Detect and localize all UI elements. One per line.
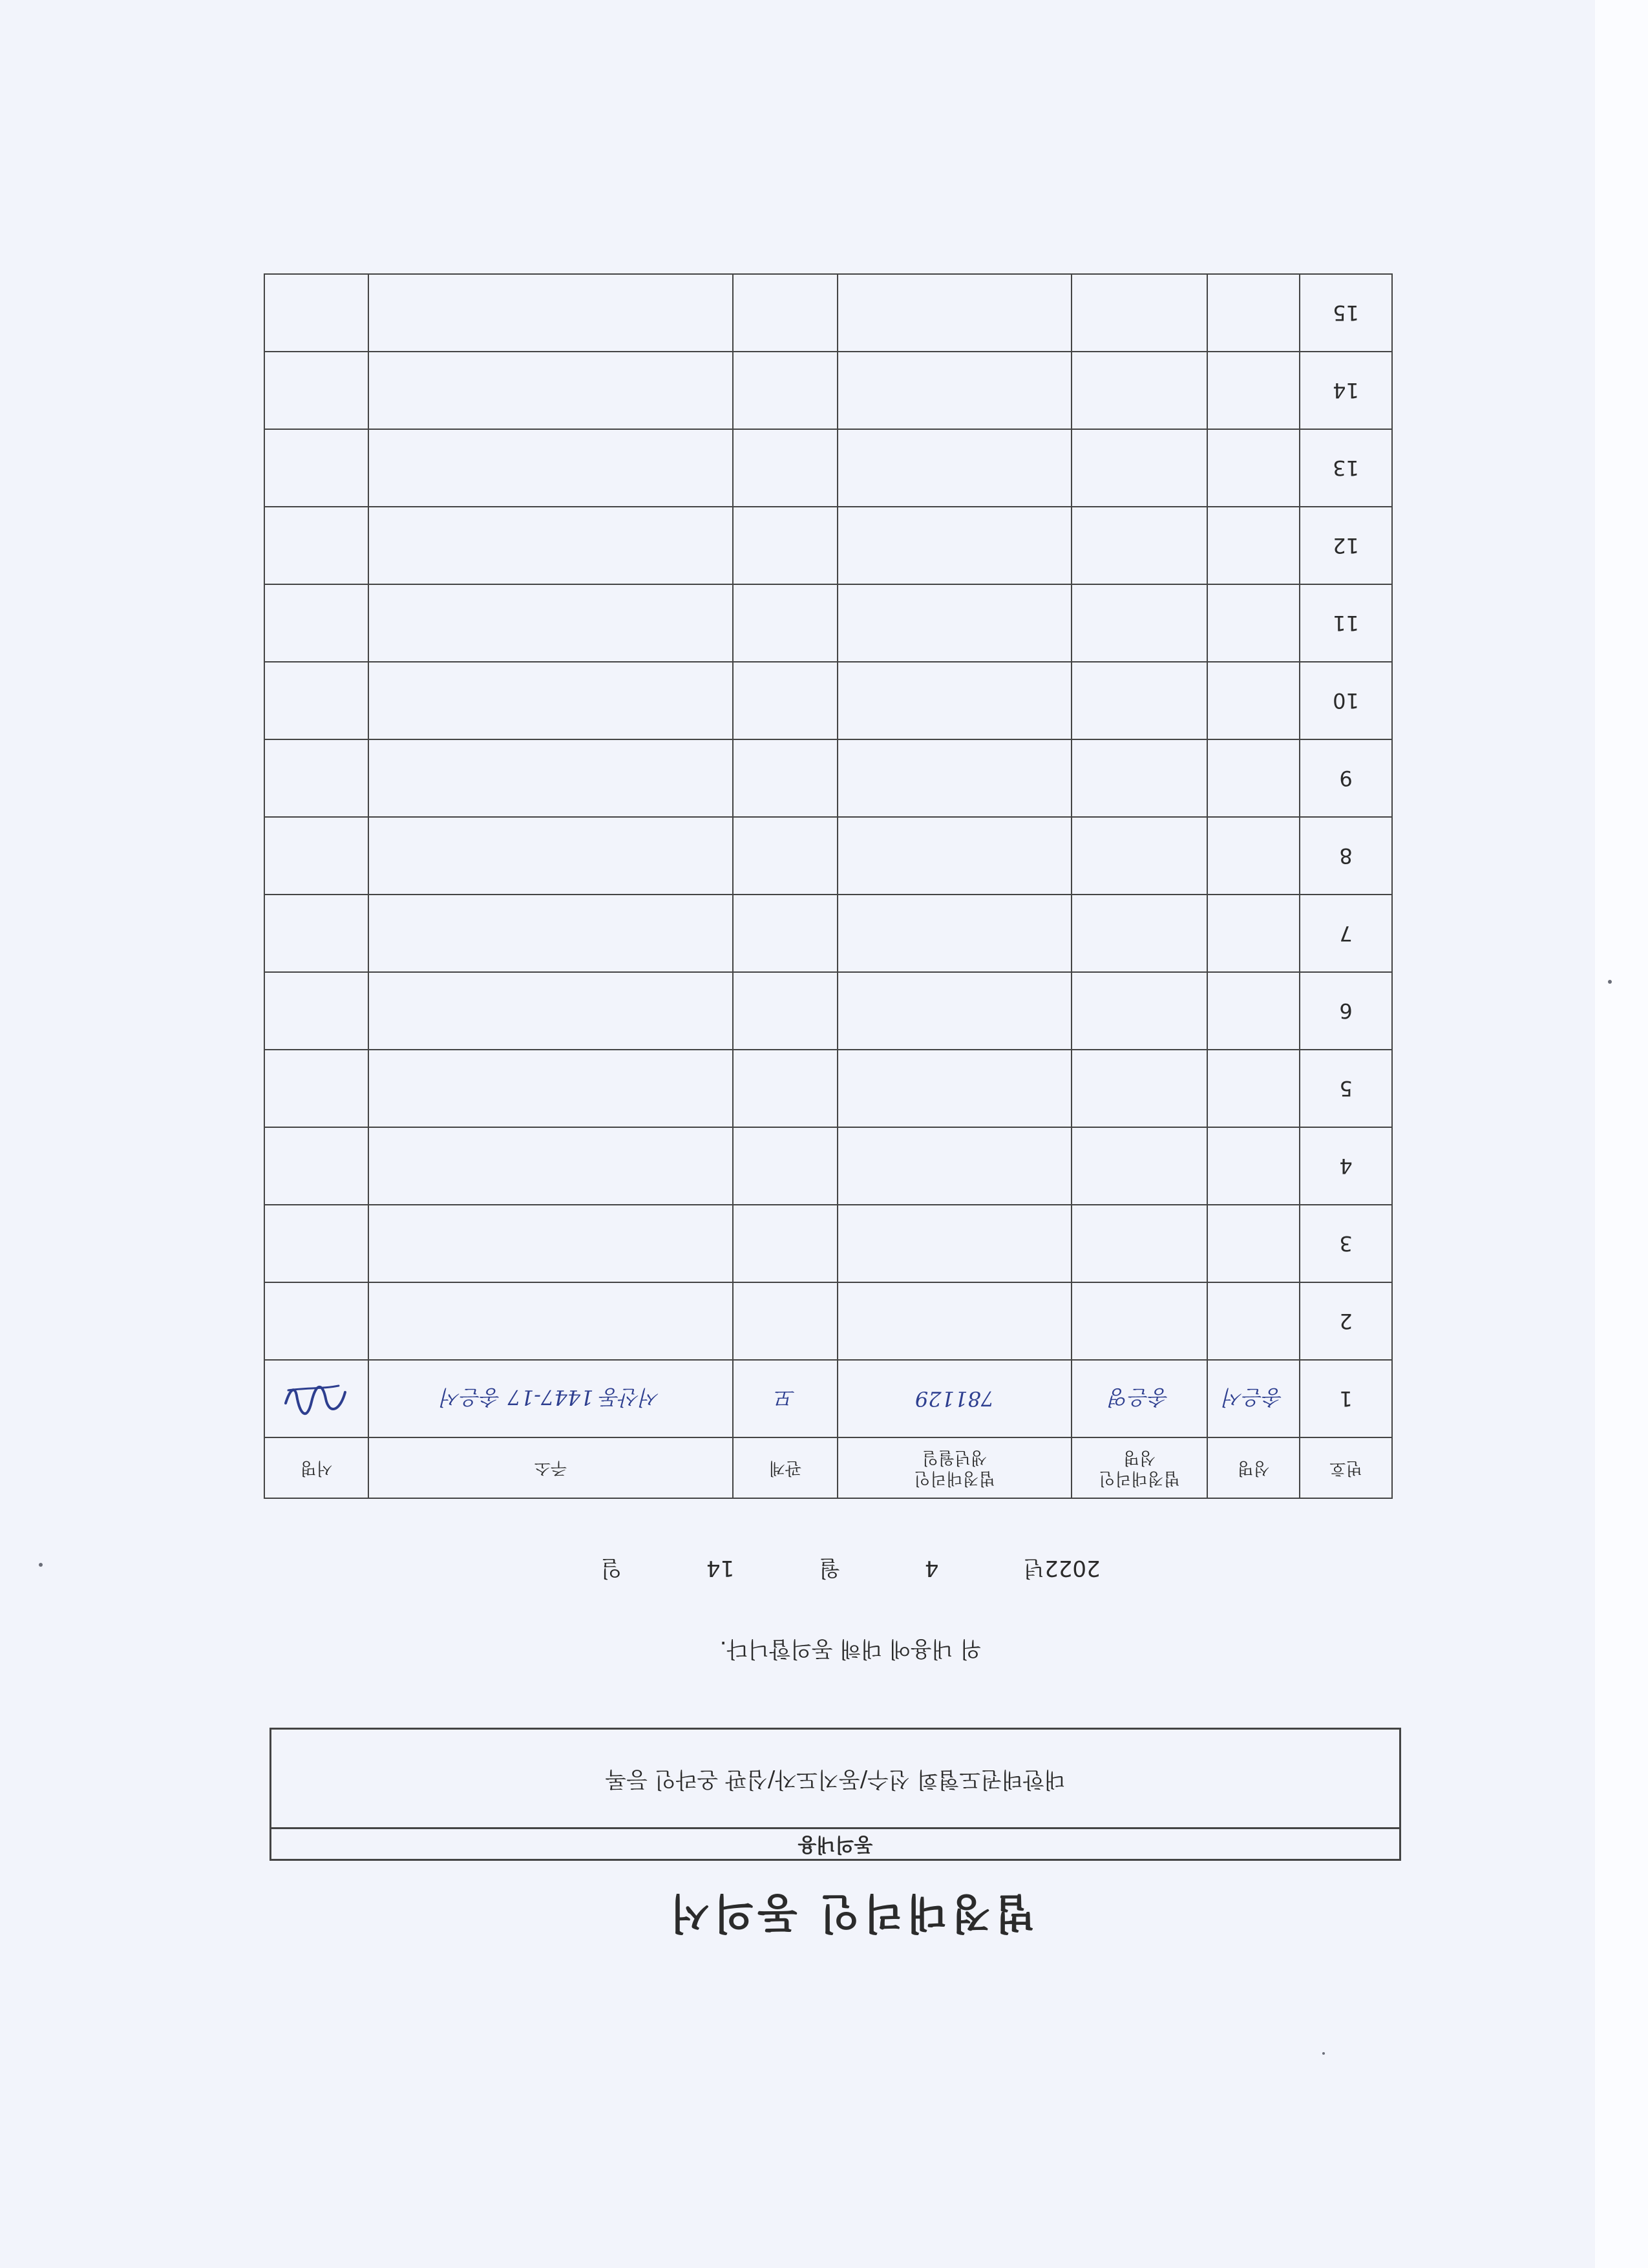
cell-relation [733,817,838,895]
table-row [264,739,1392,817]
cell-guardian-name: 송은영 [1072,1360,1207,1437]
cell-guardian-name [1072,1282,1207,1360]
cell-number: 15 [1300,274,1392,352]
header-guardian-birth-line2: 생년월일 [922,1448,988,1467]
document-title: 법정대리인 동의서 [666,1889,1035,1936]
cell-name [1207,1205,1300,1282]
cell-relation [733,584,838,662]
cell-relation [733,507,838,584]
cell-address [368,972,733,1050]
cell-address [368,1127,733,1205]
cell-relation [733,274,838,352]
cell-relation [733,352,838,429]
cell-name [1207,739,1300,817]
cell-guardian-birth [838,584,1072,662]
cell-relation [733,662,838,739]
cell-name [1207,817,1300,895]
cell-guardian-name [1072,584,1207,662]
cell-signature [264,507,368,584]
scan-speck [1322,2052,1325,2055]
cell-guardian-birth [838,429,1072,507]
cell-number: 4 [1300,1127,1392,1205]
table-row [264,1205,1392,1282]
table-row [264,1050,1392,1127]
cell-relation [733,739,838,817]
cell-guardian-name [1072,1050,1207,1127]
cell-guardian-birth [838,817,1072,895]
header-relation: 관계 [733,1437,838,1498]
cell-signature [264,429,368,507]
cell-address [368,662,733,739]
cell-name [1207,274,1300,352]
table-row [264,972,1392,1050]
cell-guardian-name [1072,972,1207,1050]
cell-name [1207,429,1300,507]
date-month-label: 월 [819,1555,840,1581]
cell-guardian-birth [838,972,1072,1050]
cell-name [1207,1127,1300,1205]
header-name: 성명 [1207,1437,1300,1498]
cell-name: 송은서 [1207,1360,1300,1437]
cell-signature [264,895,368,972]
date-day: 14 [706,1555,735,1581]
cell-name [1207,1282,1300,1360]
cell-relation [733,895,838,972]
cell-address [368,507,733,584]
table-row [264,895,1392,972]
table-row [264,429,1392,507]
cell-signature [264,1282,368,1360]
cell-relation [733,1050,838,1127]
table-row [264,662,1392,739]
cell-number: 12 [1300,507,1392,584]
cell-guardian-name [1072,895,1207,972]
cell-guardian-birth [838,1050,1072,1127]
cell-address [368,1282,733,1360]
cell-guardian-birth [838,1127,1072,1205]
table-header-row [264,1437,1392,1498]
cell-guardian-birth [838,1282,1072,1360]
header-guardian-name-line2: 성명 [1123,1448,1156,1467]
consent-text: 대한태권도협회 선수/동지도자/심판 온라인 등록 [605,1766,1066,1792]
cell-guardian-birth: 781129 [838,1360,1072,1437]
scan-speck [1608,980,1612,984]
guardian-table [264,273,1393,1499]
cell-number: 8 [1300,817,1392,895]
cell-guardian-name [1072,352,1207,429]
table-row [264,817,1392,895]
cell-relation [733,972,838,1050]
table-row [264,507,1392,584]
cell-guardian-birth [838,507,1072,584]
cell-name [1207,972,1300,1050]
table-row [264,1127,1392,1205]
table-row [264,274,1392,352]
cell-guardian-birth [838,739,1072,817]
table-row [264,584,1392,662]
cell-signature [264,584,368,662]
agreement-statement: 위 내용에 대해 동의합니다. [719,1636,982,1662]
cell-guardian-name [1072,429,1207,507]
header-signature: 서명 [264,1437,368,1498]
header-number: 번호 [1300,1437,1392,1498]
cell-signature [264,972,368,1050]
header-guardian-name [1072,1437,1207,1498]
cell-address [368,352,733,429]
cell-address [368,274,733,352]
date-day-label: 일 [600,1555,622,1581]
cell-guardian-name [1072,274,1207,352]
cell-relation: 모 [733,1360,838,1437]
cell-name [1207,895,1300,972]
scan-speck [39,1563,43,1567]
cell-name [1207,352,1300,429]
consent-content-box [269,1728,1401,1861]
cell-guardian-name [1072,662,1207,739]
cell-guardian-birth [838,274,1072,352]
table-row [264,1360,1392,1437]
cell-address [368,1050,733,1127]
cell-guardian-name [1072,1127,1207,1205]
header-guardian-name-line1: 법정대리인 [1099,1468,1180,1488]
cell-number: 9 [1300,739,1392,817]
cell-signature [264,817,368,895]
header-guardian-birth-line1: 법정대리인 [914,1468,995,1488]
cell-relation [733,1205,838,1282]
cell-address: 서산동 1447-17 송은서 [368,1360,733,1437]
cell-address [368,429,733,507]
header-address: 주소 [368,1437,733,1498]
cell-address [368,895,733,972]
cell-number: 1 [1300,1360,1392,1437]
cell-name [1207,507,1300,584]
cell-guardian-birth [838,352,1072,429]
cell-name [1207,1050,1300,1127]
cell-address [368,817,733,895]
cell-number: 13 [1300,429,1392,507]
cell-relation [733,1127,838,1205]
date-year: 2022년 [1023,1555,1101,1581]
cell-address [368,1205,733,1282]
cell-signature [264,352,368,429]
cell-guardian-name [1072,507,1207,584]
cell-number: 11 [1300,584,1392,662]
cell-relation [733,1282,838,1360]
cell-number: 14 [1300,352,1392,429]
cell-number: 7 [1300,895,1392,972]
cell-signature [264,274,368,352]
cell-signature [264,662,368,739]
date-line [53,1554,1648,1586]
cell-number: 6 [1300,972,1392,1050]
table-row [264,352,1392,429]
cell-name [1207,662,1300,739]
cell-signature [264,1050,368,1127]
cell-signature [264,739,368,817]
cell-guardian-name [1072,1205,1207,1282]
cell-guardian-name [1072,739,1207,817]
cell-guardian-birth [838,895,1072,972]
table-row [264,1282,1392,1360]
date-month: 4 [924,1555,939,1581]
cell-signature [264,1205,368,1282]
cell-number: 5 [1300,1050,1392,1127]
header-guardian-birth [838,1437,1072,1498]
cell-relation [733,429,838,507]
cell-number: 3 [1300,1205,1392,1282]
cell-signature [264,1360,368,1437]
cell-address [368,584,733,662]
cell-guardian-birth [838,1205,1072,1282]
cell-number: 2 [1300,1282,1392,1360]
cell-guardian-birth [838,662,1072,739]
consent-header: 동의내용 [271,1827,1399,1859]
cell-number: 10 [1300,662,1392,739]
cell-address [368,739,733,817]
cell-signature [264,1127,368,1205]
cell-name [1207,584,1300,662]
cell-guardian-name [1072,817,1207,895]
signature-scribble [281,1376,352,1421]
